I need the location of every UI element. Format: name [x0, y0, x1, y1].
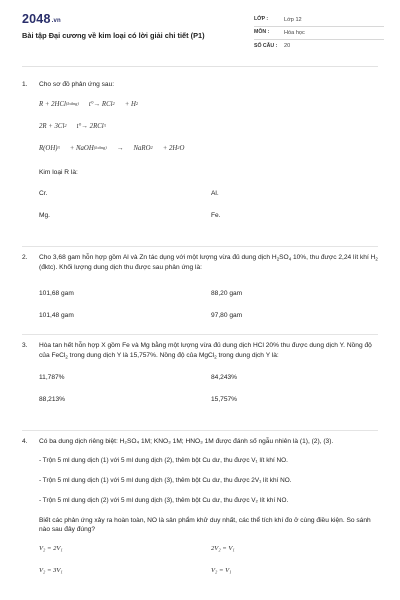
answer-options — [39, 282, 378, 326]
header-divider — [22, 66, 378, 67]
meta-value: Hóa học — [284, 29, 305, 36]
document-header — [0, 0, 400, 66]
answer-option-a[interactable]: 101,68 gam — [39, 289, 74, 297]
question-text: Có ba dung dịch riêng biệt: H₂SO₄ 1M; KNO₃ 1M; HNO₃ 1M được đánh số ngẫu nhiên là (1), (2), (3). — [39, 438, 334, 445]
answer-option-b[interactable]: 84,243% — [211, 373, 238, 381]
question-1 — [22, 80, 378, 227]
question-2 — [22, 253, 378, 326]
meta-key: MÔN : — [254, 29, 270, 36]
meta-table — [254, 14, 384, 53]
question-divider — [22, 430, 378, 431]
question-text: Hòa tan hết hỗn hợp X gồm Fe và Mg bằng một lượng vừa đủ dung dịch HCl 20% thu được dung dịch Y. Nồng độ của FeCl$_2$ trong dung dịch Y là 15,757%. Nồng độ của MgCl$_2$ trong dung dịch Y là: — [39, 342, 372, 360]
question-prompt: Biết các phản ứng xảy ra hoàn toàn, NO là sản phẩm khử duy nhất, các thể tích khí đo ở cùng điều kiện. So sánh nào sau đây đúng? — [39, 516, 371, 534]
reaction-equation-1: R + 2HCl (loãng) t°→ RCl 2 + H 2 — [39, 100, 139, 108]
question-text: Cho sơ đồ phản ứng sau: — [39, 81, 115, 88]
answer-option-d[interactable]: Fe. — [211, 212, 221, 220]
question-number: 3. — [22, 342, 28, 349]
question-divider — [22, 334, 378, 335]
meta-key: SỐ CÂU : — [254, 42, 278, 49]
page-title: Bài tập Đại cương về kim loại có lời giải chi tiết (P1) — [22, 30, 205, 40]
question-3 — [22, 341, 378, 410]
site-logo[interactable]: 2048.vn — [22, 12, 61, 26]
question-number: 1. — [22, 81, 28, 88]
reaction-equation-2: 2R + 3Cl 2 t°→ 2RCl 3 — [39, 122, 106, 130]
meta-row-count — [254, 40, 384, 53]
answer-option-d[interactable]: 15,757% — [211, 395, 238, 403]
meta-value: Lớp 12 — [284, 16, 302, 23]
question-4 — [22, 437, 378, 582]
answer-option-c[interactable]: 101,48 gam — [39, 311, 74, 319]
answer-option-b[interactable]: Al. — [211, 190, 219, 198]
experiment-line-1: - Trộn 5 ml dung dịch (1) với 5 ml dung dịch (2), thêm bột Cu dư, thu được V₁ lít khí NO. — [39, 456, 288, 464]
answer-option-a[interactable]: V₂ = 2V₁ — [39, 544, 63, 552]
experiment-line-2: - Trộn 5 ml dung dịch (1) với 5 ml dung dịch (3), thêm bột Cu dư, thu được 2V₁ lít khí NO. — [39, 476, 292, 484]
reaction-equation-3: R(OH) 3 + NaOH (loãng) → NaRO 2 + 2H 2 O — [39, 144, 185, 152]
answer-options — [39, 538, 378, 582]
answer-options — [39, 366, 378, 410]
answer-option-a[interactable]: Cr. — [39, 190, 48, 198]
meta-row-class — [254, 14, 384, 27]
answer-option-b[interactable]: 88,20 gam — [211, 289, 243, 297]
answer-options — [39, 183, 378, 227]
answer-option-c[interactable]: Mg. — [39, 212, 50, 220]
meta-row-subject — [254, 27, 384, 40]
experiment-line-3: - Trộn 5 ml dung dịch (2) với 5 ml dung dịch (3), thêm bột Cu dư, thu được V₂ lít khí NO. — [39, 496, 289, 504]
question-prompt: Kim loại R là: — [39, 168, 78, 176]
meta-value: 20 — [284, 43, 291, 50]
question-number: 4. — [22, 438, 28, 445]
answer-option-a[interactable]: 11,787% — [39, 373, 65, 381]
question-number: 2. — [22, 254, 28, 261]
question-text: Cho 3,68 gam hỗn hợp gồm Al và Zn tác dụng với một lượng vừa đủ dung dịch $H_2SO_4$ 10%, thu được 2,24 lít khí $H_2$ (đktc). Khối lượng dung dịch thu được sau phản ứng là: — [39, 254, 378, 271]
answer-option-c[interactable]: 88,213% — [39, 395, 66, 403]
meta-key: LỚP : — [254, 16, 269, 23]
answer-option-b[interactable]: 2V₂ = V₁ — [211, 544, 235, 552]
answer-option-c[interactable]: V₂ = 3V₁ — [39, 566, 63, 574]
answer-option-d[interactable]: V₂ = V₁ — [211, 566, 232, 574]
answer-option-d[interactable]: 97,80 gam — [211, 311, 243, 319]
question-divider — [22, 246, 378, 247]
